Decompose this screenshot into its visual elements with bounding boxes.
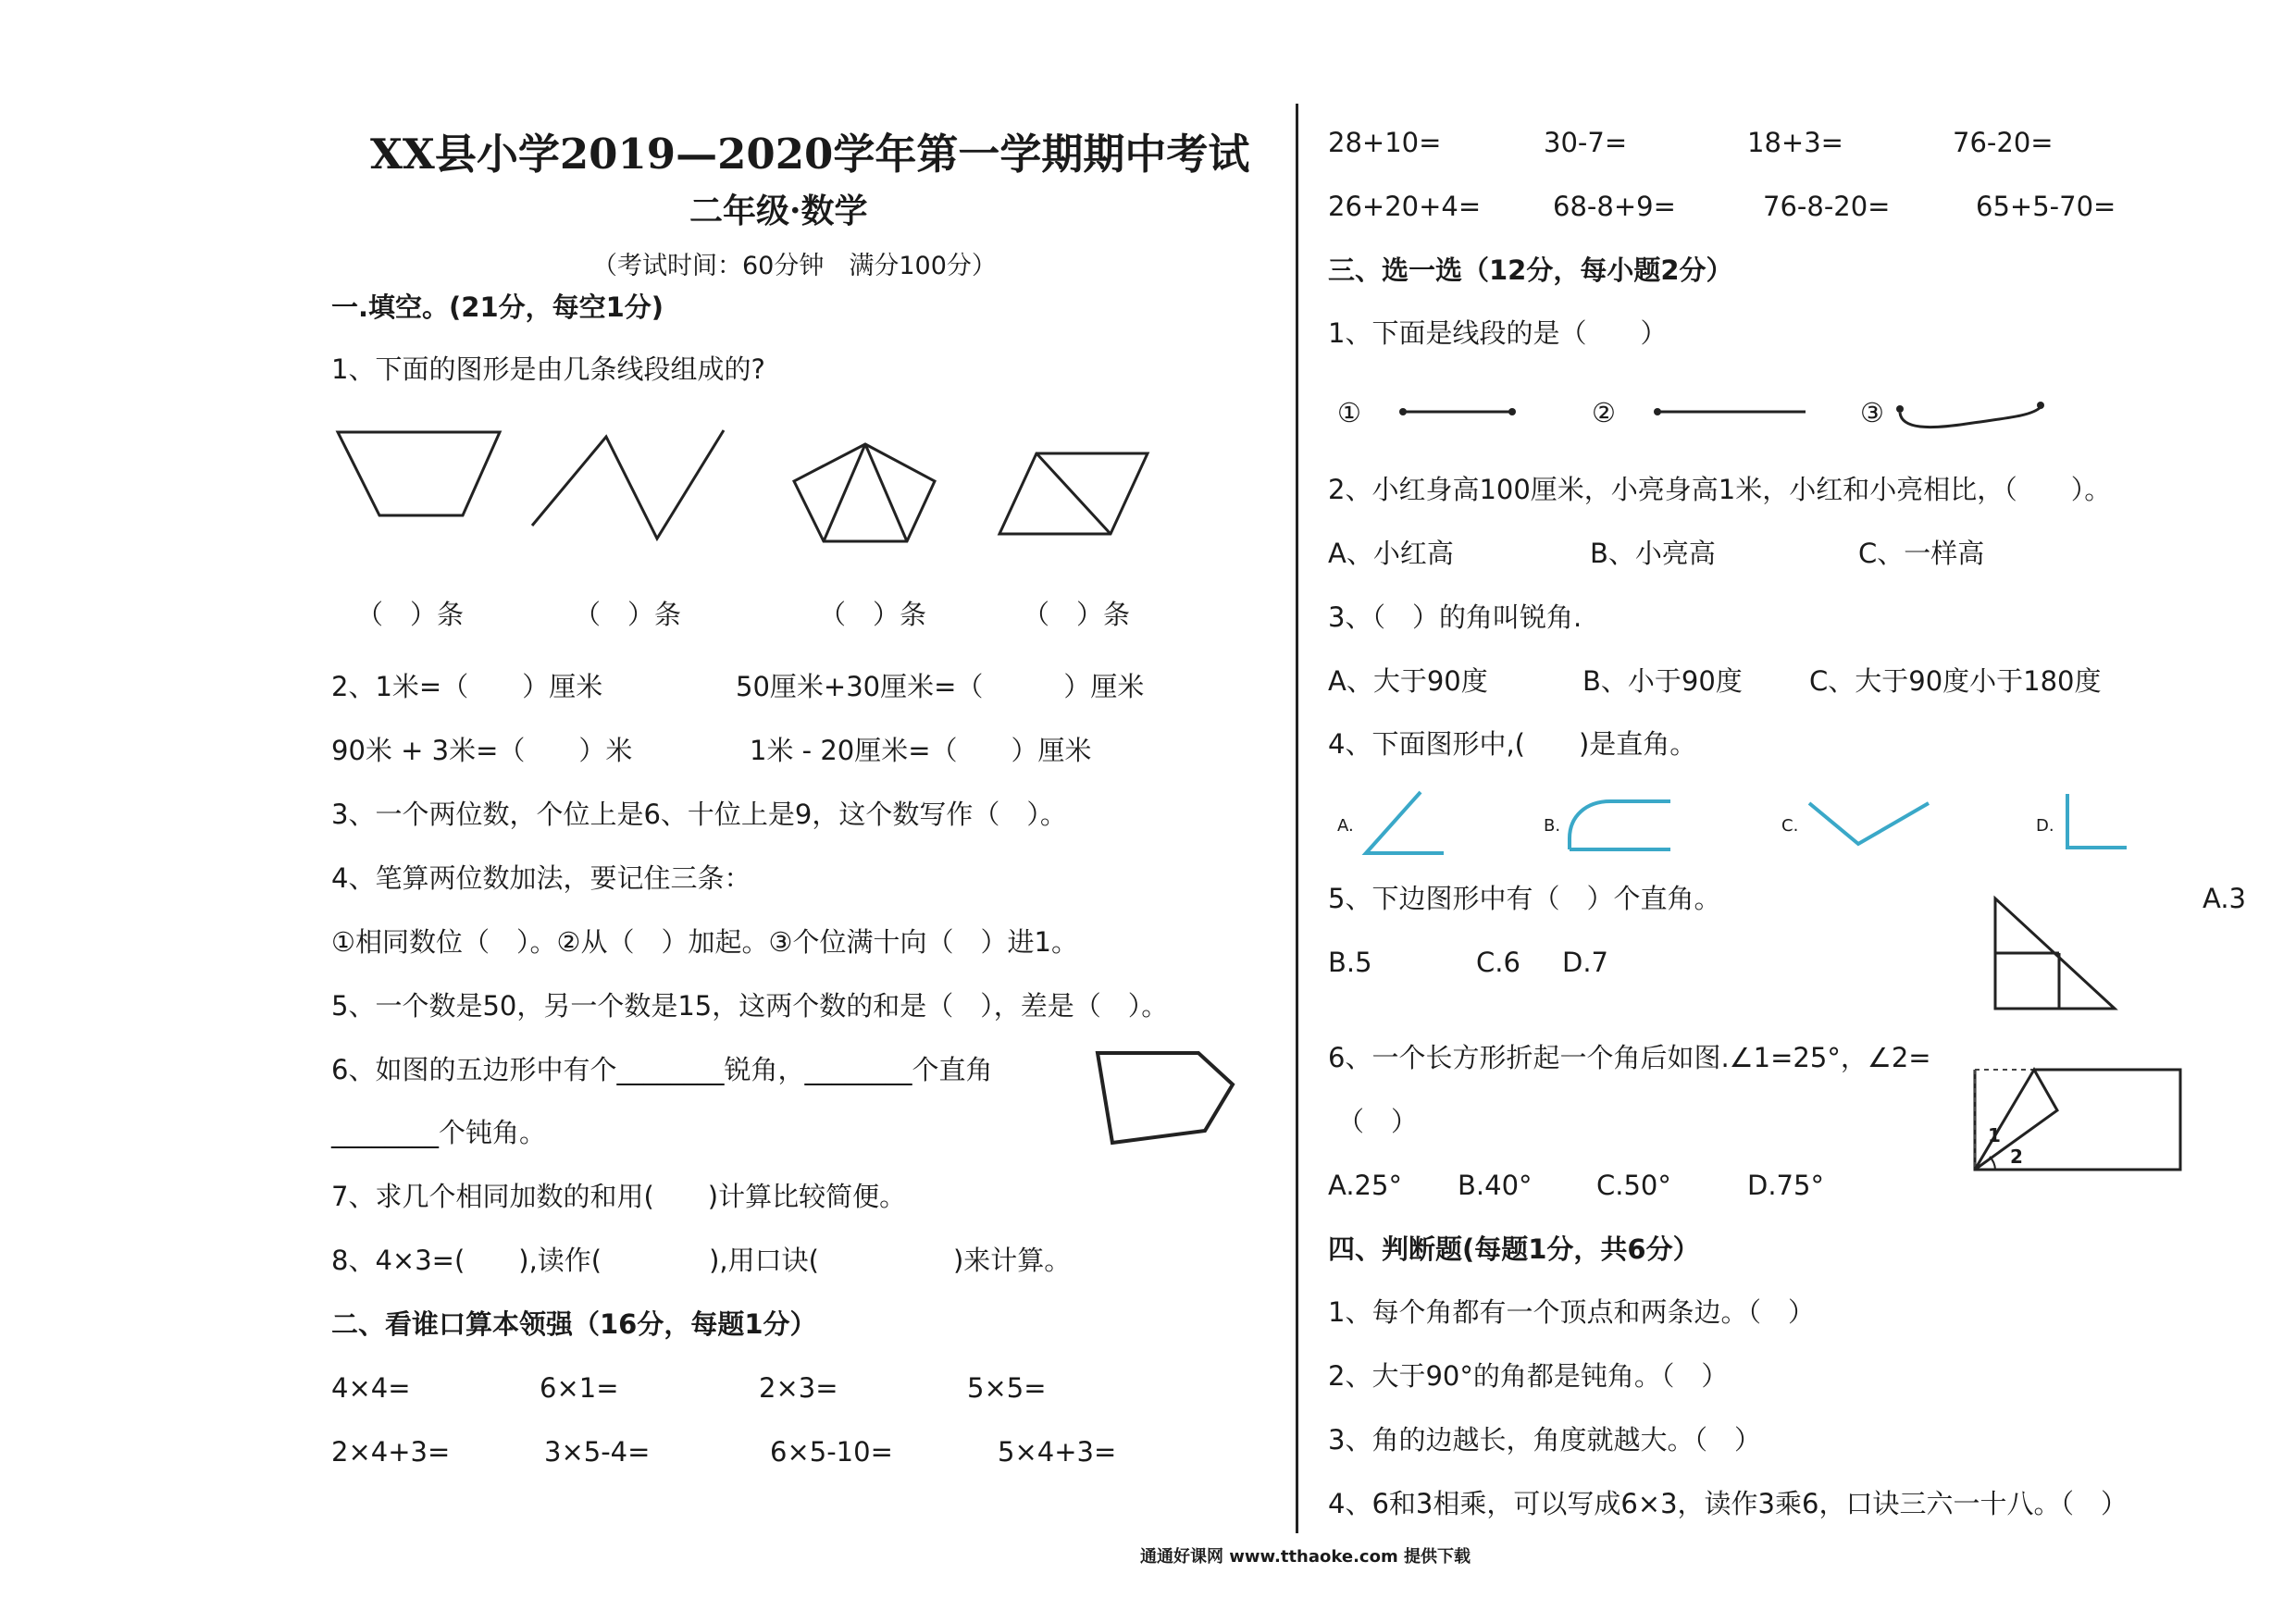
mental-math-item: 76-20=	[1953, 127, 2054, 158]
s1-q2d: 1米 - 20厘米=（ ）厘米	[750, 735, 1092, 766]
s3-q2-opt-b: B、小亮高	[1590, 538, 1716, 569]
footer-text: 通通好课网 www.tthaoke.com 提供下载	[1140, 1547, 1471, 1567]
column-divider	[1296, 104, 1298, 1533]
s3-q1-mark-1: ①	[1337, 397, 1361, 428]
s1-q4: 4、笔算两位数加法，要记住三条：	[331, 862, 751, 894]
s1-q1-blank-2: （ ）条	[574, 599, 682, 630]
s3-q4-label-b: B.	[1544, 816, 1561, 836]
s1-q1-blank-1: （ ）条	[356, 599, 465, 630]
s4-item: 2、大于90°的角都是钝角。（ ）	[1328, 1360, 1729, 1392]
curved-corner-figure	[1564, 796, 1675, 853]
parallelogram-figure	[995, 449, 1161, 541]
zigzag-figure	[527, 426, 736, 546]
s1-q6b: ________个钝角。	[331, 1117, 547, 1148]
s1-q2c: 90米 + 3米=（ ）米	[331, 735, 633, 766]
s3-q5-opt-d: D.7	[1562, 947, 1608, 978]
s1-q1-blank-4: （ ）条	[1023, 599, 1131, 630]
pentagon-figure	[787, 440, 944, 546]
mental-math-item: 65+5-70=	[1976, 191, 2116, 222]
s3-q6-angle-1-label: 1	[1988, 1124, 2001, 1146]
curve-figure	[1893, 398, 2050, 435]
s3-q5-opt-c: C.6	[1476, 947, 1520, 978]
s3-q4-label-d: D.	[2036, 816, 2054, 836]
s3-q5: 5、下边图形中有（ ）个直角。	[1328, 883, 1721, 914]
s1-q8: 8、4×3=( ),读作( ),用口诀( )来计算。	[331, 1245, 1072, 1276]
s3-q2: 2、小红身高100厘米，小亮身高1米，小红和小亮相比，（ ）。	[1328, 474, 2112, 505]
s3-q3-opt-a: A、大于90度	[1328, 665, 1488, 697]
trapezoid-figure	[333, 421, 509, 527]
exam-info: （考试时间：60分钟 满分100分）	[592, 252, 997, 280]
s3-q3: 3、（ ）的角叫锐角.	[1328, 601, 1582, 633]
obtuse-v-figure	[1805, 798, 1934, 849]
s1-q2a: 2、1米=（ ）厘米	[331, 671, 603, 702]
mental-math-item: 30-7=	[1544, 127, 1628, 158]
section2-heading: 二、看谁口算本领强（16分，每题1分）	[331, 1308, 817, 1340]
right-angle-figure	[2062, 788, 2131, 853]
s3-q6-opt-c: C.50°	[1596, 1170, 1671, 1201]
s4-item: 1、每个角都有一个顶点和两条边。（ ）	[1328, 1296, 1815, 1328]
mental-math-item: 28+10=	[1328, 127, 1442, 158]
s3-q1: 1、下面是线段的是（ ）	[1328, 317, 1668, 349]
s3-q6-opt-b: B.40°	[1458, 1170, 1533, 1201]
s1-q1: 1、下面的图形是由几条线段组成的?	[331, 353, 765, 385]
s3-q6a: 6、一个长方形折起一个角后如图.∠1=25°，∠2=	[1328, 1042, 1931, 1073]
mental-math-item: 68-8+9=	[1553, 191, 1676, 222]
mental-math-item: 6×5-10=	[770, 1436, 893, 1468]
mental-math-item: 5×5=	[967, 1372, 1047, 1404]
s3-q4-label-c: C.	[1781, 816, 1799, 836]
s1-q5: 5、一个数是50，另一个数是15，这两个数的和是（ ），差是（ ）。	[331, 990, 1169, 1022]
s3-q1-mark-2: ②	[1592, 397, 1616, 428]
mental-math-item: 6×1=	[540, 1372, 619, 1404]
s4-item: 4、6和3相乘，可以写成6×3，读作3乘6，口诀三六一十八。（ ）	[1328, 1488, 2128, 1519]
exam-title: XX县小学2019—2020学年第一学期期中考试	[370, 130, 1250, 179]
mental-math-item: 26+20+4=	[1328, 191, 1482, 222]
s1-q1-blank-3: （ ）条	[819, 599, 927, 630]
section4-heading: 四、判断题(每题1分，共6分）	[1328, 1233, 1700, 1265]
mental-math-item: 18+3=	[1747, 127, 1843, 158]
s3-q1-mark-3: ③	[1860, 397, 1884, 428]
s3-q3-opt-b: B、小于90度	[1582, 665, 1743, 697]
s3-q4: 4、下面图形中,( )是直角。	[1328, 728, 1697, 760]
s3-q4-label-a: A.	[1337, 816, 1354, 836]
s3-q2-opt-a: A、小红高	[1328, 538, 1454, 569]
s3-q6-angle-2-label: 2	[2010, 1146, 2023, 1168]
exam-subtitle: 二年级·数学	[689, 192, 868, 230]
line-segment-figure	[1397, 404, 1518, 419]
s3-q6-opt-a: A.25°	[1328, 1170, 1402, 1201]
s3-q2-opt-c: C、一样高	[1858, 538, 1985, 569]
right-triangle-squares-figure	[1990, 893, 2119, 1013]
s3-q5-opt-a: A.3	[2203, 883, 2246, 914]
s1-q3: 3、一个两位数，个位上是6、十位上是9，这个数写作（ ）。	[331, 799, 1067, 830]
folded-rectangle-figure	[1969, 1064, 2187, 1175]
irregular-pentagon-figure	[1092, 1046, 1245, 1152]
s1-q2b: 50厘米+30厘米=（ ）厘米	[736, 671, 1145, 702]
mental-math-item: 5×4+3=	[998, 1436, 1117, 1468]
mental-math-item: 76-8-20=	[1763, 191, 1891, 222]
s1-q7: 7、求几个相同加数的和用( )计算比较简便。	[331, 1181, 907, 1212]
ray-figure	[1652, 404, 1809, 419]
mental-math-item: 4×4=	[331, 1372, 411, 1404]
s3-q6-opt-d: D.75°	[1747, 1170, 1824, 1201]
s3-q5-opt-b: B.5	[1328, 947, 1372, 978]
section3-heading: 三、选一选（12分，每小题2分）	[1328, 254, 1733, 286]
acute-angle-figure	[1360, 787, 1448, 861]
mental-math-item: 2×4+3=	[331, 1436, 451, 1468]
s3-q6b: （ ）	[1337, 1106, 1419, 1137]
s3-q3-opt-c: C、大于90度小于180度	[1809, 665, 2102, 697]
mental-math-item: 3×5-4=	[544, 1436, 651, 1468]
s1-q4-items: ①相同数位（ ）。②从（ ）加起。③个位满十向（ ）进1。	[331, 926, 1078, 958]
s4-item: 3、角的边越长，角度就越大。（ ）	[1328, 1424, 1761, 1456]
section1-heading: 一.填空。(21分，每空1分)	[331, 291, 664, 323]
mental-math-item: 2×3=	[759, 1372, 838, 1404]
s1-q6a: 6、如图的五边形中有个________锐角，________个直角	[331, 1054, 993, 1085]
